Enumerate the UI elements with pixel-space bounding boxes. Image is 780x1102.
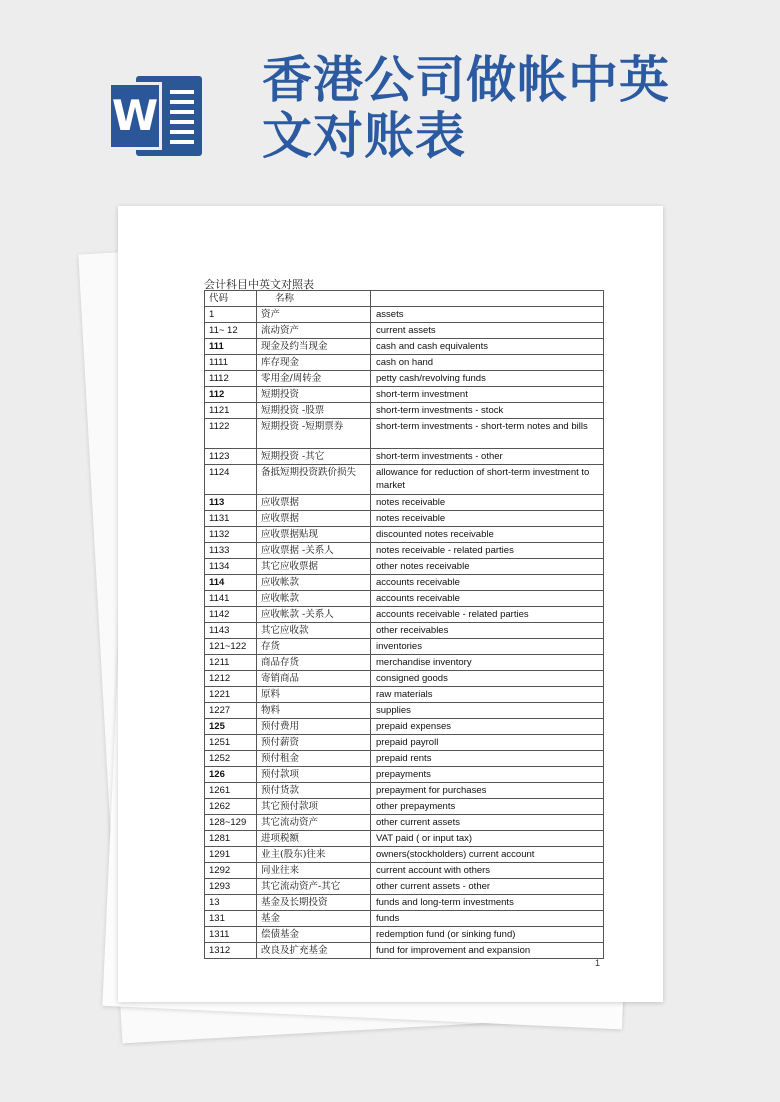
table-caption: 会计科目中英文对照表 xyxy=(204,278,314,291)
account-code-cell: 126 xyxy=(205,767,257,783)
account-name-en-cell: supplies xyxy=(371,703,604,719)
table-row xyxy=(205,449,604,465)
table-row xyxy=(205,403,604,419)
account-code-cell: 111 xyxy=(205,339,257,355)
account-code-cell: 1262 xyxy=(205,799,257,815)
table-row xyxy=(205,639,604,655)
account-name-en-cell: notes receivable xyxy=(371,495,604,511)
account-name-en-cell: other notes receivable xyxy=(371,559,604,575)
account-name-en-cell: prepaid rents xyxy=(371,751,604,767)
account-code-cell: 1131 xyxy=(205,511,257,527)
account-table xyxy=(204,290,604,959)
account-code-cell: 1311 xyxy=(205,927,257,943)
account-code-cell: 1111 xyxy=(205,355,257,371)
table-body xyxy=(205,307,604,959)
account-name-en-cell: current account with others xyxy=(371,863,604,879)
account-name-cn-cell: 资产 xyxy=(257,307,371,323)
account-name-cn-cell: 现金及约当现金 xyxy=(257,339,371,355)
account-name-cn-cell: 应收票据 -关系人 xyxy=(257,543,371,559)
account-name-cn-cell: 短期投资 -股票 xyxy=(257,403,371,419)
document-page xyxy=(118,206,663,1002)
account-name-cn-cell: 其它应收款 xyxy=(257,623,371,639)
account-code-cell: 128~129 xyxy=(205,815,257,831)
account-name-cn-cell: 偿债基金 xyxy=(257,927,371,943)
account-name-cn-cell: 预付货款 xyxy=(257,783,371,799)
account-name-cn-cell: 其它预付款项 xyxy=(257,799,371,815)
column-header-english xyxy=(371,291,604,307)
account-code-cell: 131 xyxy=(205,911,257,927)
word-badge xyxy=(108,82,162,150)
table-row xyxy=(205,911,604,927)
table-row xyxy=(205,323,604,339)
account-name-en-cell: other receivables xyxy=(371,623,604,639)
account-code-cell: 1221 xyxy=(205,687,257,703)
account-code-cell: 1252 xyxy=(205,751,257,767)
account-code-cell: 1123 xyxy=(205,449,257,465)
word-document-icon xyxy=(108,68,208,164)
account-code-cell: 1251 xyxy=(205,735,257,751)
account-code-cell: 1293 xyxy=(205,879,257,895)
table-row xyxy=(205,687,604,703)
account-name-cn-cell: 应收帐款 xyxy=(257,591,371,607)
account-name-cn-cell: 短期投资 -短期票券 xyxy=(257,419,371,449)
table-row xyxy=(205,591,604,607)
account-code-cell: 112 xyxy=(205,387,257,403)
table-row xyxy=(205,511,604,527)
table-row xyxy=(205,831,604,847)
account-name-cn-cell: 备抵短期投资跌价损失 xyxy=(257,465,371,495)
account-name-cn-cell: 基金 xyxy=(257,911,371,927)
account-name-en-cell: funds and long-term investments xyxy=(371,895,604,911)
account-name-cn-cell: 基金及长期投资 xyxy=(257,895,371,911)
page-title xyxy=(262,52,682,164)
account-name-cn-cell: 预付租金 xyxy=(257,751,371,767)
account-name-cn-cell: 其它应收票据 xyxy=(257,559,371,575)
table-row xyxy=(205,847,604,863)
account-name-en-cell: funds xyxy=(371,911,604,927)
account-code-cell: 1312 xyxy=(205,943,257,959)
account-code-cell: 11~ 12 xyxy=(205,323,257,339)
account-code-cell: 121~122 xyxy=(205,639,257,655)
account-name-cn-cell: 预付薪资 xyxy=(257,735,371,751)
table-row xyxy=(205,371,604,387)
table-row xyxy=(205,465,604,495)
table-row xyxy=(205,575,604,591)
account-name-en-cell: notes receivable xyxy=(371,511,604,527)
table-row xyxy=(205,815,604,831)
account-code-cell: 1261 xyxy=(205,783,257,799)
account-name-cn-cell: 短期投资 -其它 xyxy=(257,449,371,465)
account-name-en-cell: raw materials xyxy=(371,687,604,703)
table-row xyxy=(205,751,604,767)
page-title-line-2: 文对账表 xyxy=(262,107,466,165)
table-row xyxy=(205,607,604,623)
page-title-line-1: 香港公司做帐中英 xyxy=(262,51,670,109)
account-name-en-cell: prepayments xyxy=(371,767,604,783)
account-code-cell: 1112 xyxy=(205,371,257,387)
account-code-cell: 1133 xyxy=(205,543,257,559)
table-row xyxy=(205,703,604,719)
account-name-cn-cell: 应收票据贴现 xyxy=(257,527,371,543)
account-name-cn-cell: 其它流动资产 xyxy=(257,815,371,831)
account-name-en-cell: short-term investments - short-term notes and bills xyxy=(371,419,604,449)
account-name-cn-cell: 应收帐款 xyxy=(257,575,371,591)
account-code-cell: 1134 xyxy=(205,559,257,575)
account-name-cn-cell: 预付款项 xyxy=(257,767,371,783)
account-name-en-cell: inventories xyxy=(371,639,604,655)
account-name-en-cell: redemption fund (or sinking fund) xyxy=(371,927,604,943)
table-row xyxy=(205,799,604,815)
account-code-cell: 1227 xyxy=(205,703,257,719)
table-row xyxy=(205,879,604,895)
account-name-en-cell: consigned goods xyxy=(371,671,604,687)
account-code-cell: 1124 xyxy=(205,465,257,495)
table-row xyxy=(205,783,604,799)
account-code-cell: 1291 xyxy=(205,847,257,863)
account-code-cell: 113 xyxy=(205,495,257,511)
account-name-en-cell: other current assets xyxy=(371,815,604,831)
page-number: 1 xyxy=(595,958,601,968)
table-row xyxy=(205,307,604,323)
account-name-en-cell: allowance for reduction of short-term investment to market xyxy=(371,465,604,495)
account-name-en-cell: owners(stockholders) current account xyxy=(371,847,604,863)
table-row xyxy=(205,895,604,911)
account-name-en-cell: accounts receivable - related parties xyxy=(371,607,604,623)
account-code-cell: 1211 xyxy=(205,655,257,671)
account-name-cn-cell: 存货 xyxy=(257,639,371,655)
account-code-cell: 1 xyxy=(205,307,257,323)
account-name-cn-cell: 其它流动资产-其它 xyxy=(257,879,371,895)
account-name-cn-cell: 短期投资 xyxy=(257,387,371,403)
account-name-cn-cell: 物料 xyxy=(257,703,371,719)
account-name-cn-cell: 改良及扩充基金 xyxy=(257,943,371,959)
table-row xyxy=(205,623,604,639)
account-name-cn-cell: 同业往来 xyxy=(257,863,371,879)
account-name-en-cell: short-term investments - stock xyxy=(371,403,604,419)
account-name-en-cell: short-term investment xyxy=(371,387,604,403)
table-header-row xyxy=(205,291,604,307)
table-row xyxy=(205,863,604,879)
table-row xyxy=(205,735,604,751)
account-code-cell: 1141 xyxy=(205,591,257,607)
page-header xyxy=(0,0,780,200)
account-name-cn-cell: 原料 xyxy=(257,687,371,703)
table-row xyxy=(205,527,604,543)
table-row xyxy=(205,543,604,559)
table-row xyxy=(205,719,604,735)
column-header-code: 代码 xyxy=(205,291,257,307)
account-name-en-cell: accounts receivable xyxy=(371,575,604,591)
table-row xyxy=(205,495,604,511)
account-name-cn-cell: 进项税额 xyxy=(257,831,371,847)
account-name-en-cell: assets xyxy=(371,307,604,323)
account-code-cell: 1143 xyxy=(205,623,257,639)
account-name-en-cell: discounted notes receivable xyxy=(371,527,604,543)
account-name-en-cell: merchandise inventory xyxy=(371,655,604,671)
account-name-cn-cell: 预付费用 xyxy=(257,719,371,735)
account-name-en-cell: prepaid expenses xyxy=(371,719,604,735)
table-row xyxy=(205,419,604,449)
account-code-cell: 125 xyxy=(205,719,257,735)
account-name-en-cell: notes receivable - related parties xyxy=(371,543,604,559)
account-name-en-cell: fund for improvement and expansion xyxy=(371,943,604,959)
account-code-cell: 13 xyxy=(205,895,257,911)
account-name-en-cell: cash on hand xyxy=(371,355,604,371)
account-name-en-cell: accounts receivable xyxy=(371,591,604,607)
table-row xyxy=(205,355,604,371)
account-name-cn-cell: 业主(股东)往来 xyxy=(257,847,371,863)
account-code-cell: 1122 xyxy=(205,419,257,449)
account-name-cn-cell: 零用金/周转金 xyxy=(257,371,371,387)
account-code-cell: 114 xyxy=(205,575,257,591)
table-row xyxy=(205,943,604,959)
account-code-cell: 1142 xyxy=(205,607,257,623)
table-row xyxy=(205,767,604,783)
account-name-cn-cell: 流动资产 xyxy=(257,323,371,339)
table-row xyxy=(205,339,604,355)
account-name-en-cell: VAT paid ( or input tax) xyxy=(371,831,604,847)
account-name-en-cell: other prepayments xyxy=(371,799,604,815)
table-row xyxy=(205,559,604,575)
account-name-en-cell: prepayment for purchases xyxy=(371,783,604,799)
account-name-en-cell: petty cash/revolving funds xyxy=(371,371,604,387)
table-row xyxy=(205,387,604,403)
column-header-name: 名称 xyxy=(257,291,371,307)
account-code-cell: 1212 xyxy=(205,671,257,687)
word-logo-letter: W xyxy=(111,91,159,140)
account-name-cn-cell: 寄销商品 xyxy=(257,671,371,687)
account-name-cn-cell: 库存现金 xyxy=(257,355,371,371)
account-name-en-cell: prepaid payroll xyxy=(371,735,604,751)
account-name-en-cell: other current assets - other xyxy=(371,879,604,895)
account-code-cell: 1121 xyxy=(205,403,257,419)
account-code-cell: 1132 xyxy=(205,527,257,543)
account-name-en-cell: current assets xyxy=(371,323,604,339)
table-row xyxy=(205,655,604,671)
table-row xyxy=(205,671,604,687)
account-name-cn-cell: 应收票据 xyxy=(257,511,371,527)
account-code-cell: 1281 xyxy=(205,831,257,847)
table-row xyxy=(205,927,604,943)
account-name-en-cell: short-term investments - other xyxy=(371,449,604,465)
account-name-en-cell: cash and cash equivalents xyxy=(371,339,604,355)
account-code-cell: 1292 xyxy=(205,863,257,879)
account-name-cn-cell: 商品存货 xyxy=(257,655,371,671)
account-name-cn-cell: 应收帐款 -关系人 xyxy=(257,607,371,623)
account-name-cn-cell: 应收票据 xyxy=(257,495,371,511)
